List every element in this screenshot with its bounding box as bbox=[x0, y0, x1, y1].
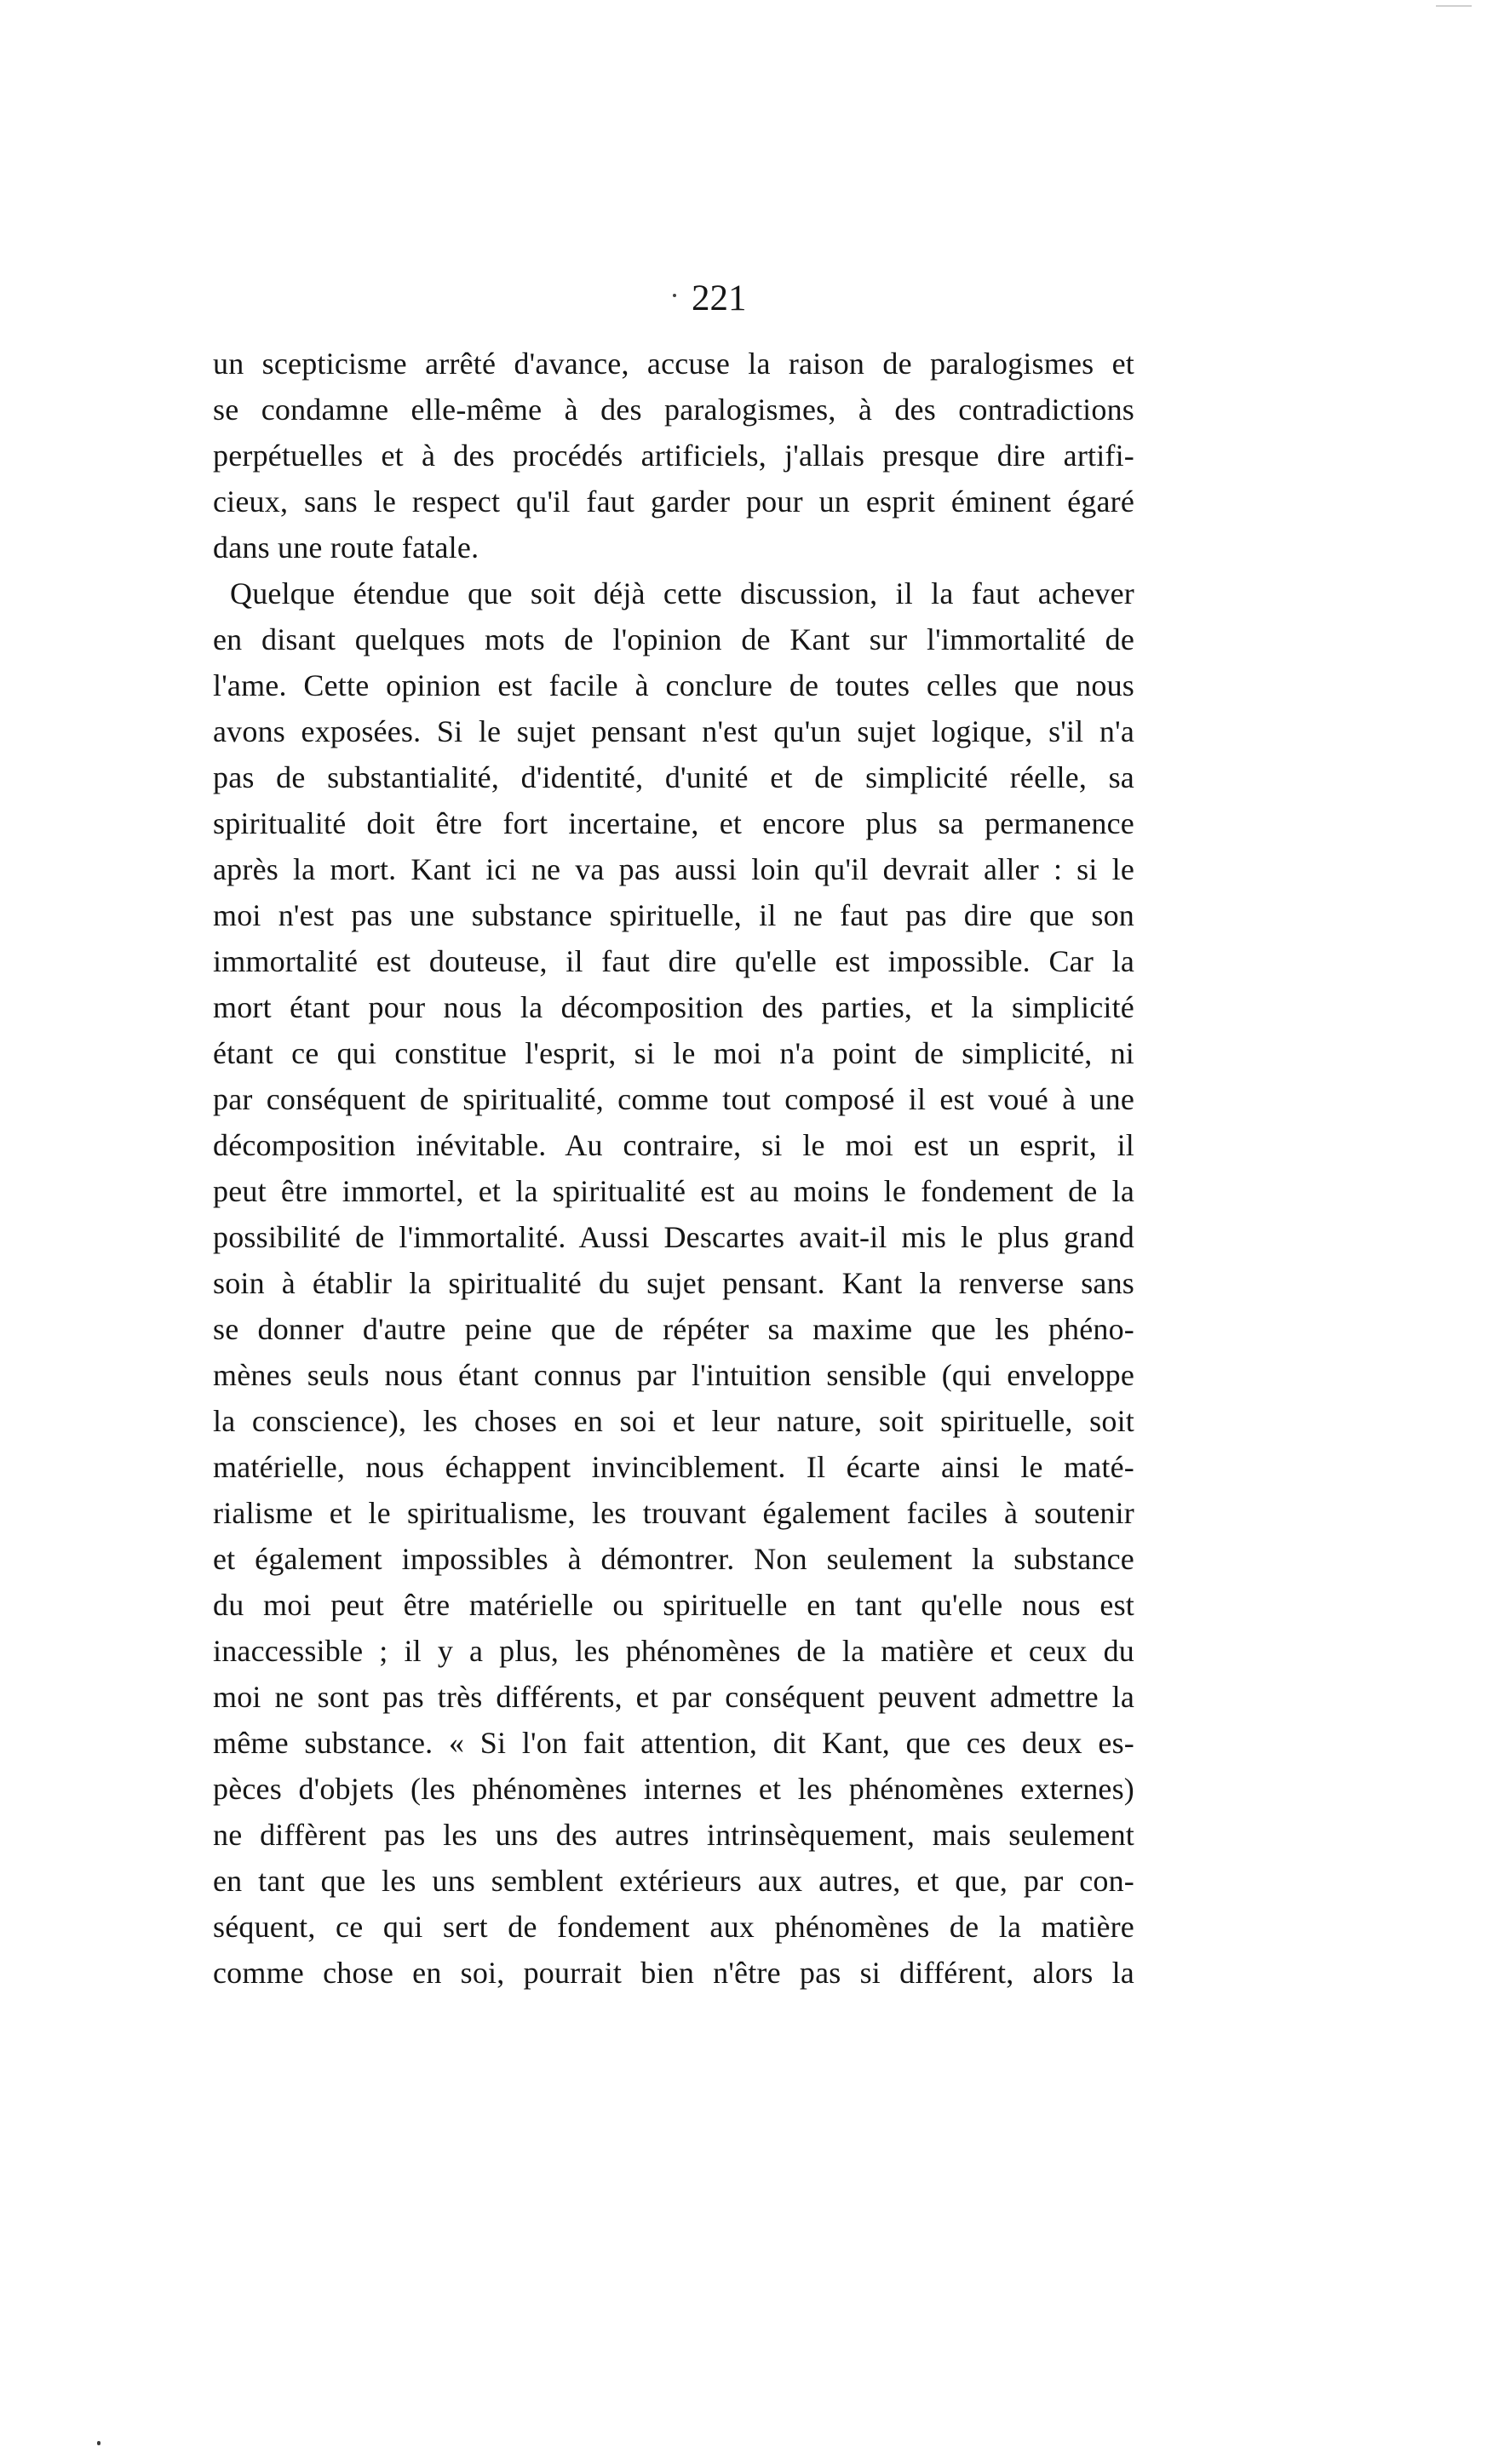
body-text bbox=[213, 341, 1134, 1996]
scan-edge-mark bbox=[1436, 5, 1472, 7]
text-line: séquent, ce qui sert de fondement aux phénomènes de la matière bbox=[213, 1910, 1134, 1944]
text-line: spiritualité doit être fort incertaine, et encore plus sa permanence bbox=[213, 806, 1134, 840]
page-number: 221 bbox=[692, 278, 747, 318]
text-line: du moi peut être matérielle ou spirituelle en tant qu'elle nous est bbox=[213, 1588, 1134, 1622]
paragraph-1 bbox=[213, 341, 1134, 570]
text-line: possibilité de l'immortalité. Aussi Descartes avait-il mis le plus grand bbox=[213, 1220, 1134, 1254]
text-line: soin à établir la spiritualité du sujet pensant. Kant la renverse sans bbox=[213, 1266, 1134, 1300]
text-line: et également impossibles à démontrer. Non seulement la substance bbox=[213, 1542, 1134, 1576]
text-line: inaccessible ; il y a plus, les phénomènes de la matière et ceux du bbox=[213, 1634, 1134, 1668]
text-line: un scepticisme arrêté d'avance, accuse la raison de paralogismes et bbox=[213, 347, 1134, 381]
text-line: pas de substantialité, d'identité, d'unité et de simplicité réelle, sa bbox=[213, 760, 1134, 794]
text-line: par conséquent de spiritualité, comme tout composé il est voué à une bbox=[213, 1082, 1134, 1116]
text-line: la conscience), les choses en soi et leur nature, soit spirituelle, soit bbox=[213, 1404, 1134, 1438]
text-line: pèces d'objets (les phénomènes internes et les phénomènes externes) bbox=[213, 1772, 1134, 1806]
text-line: en tant que les uns semblent extérieurs aux autres, et que, par con- bbox=[213, 1864, 1134, 1898]
text-line: se donner d'autre peine que de répéter sa maxime que les phéno- bbox=[213, 1312, 1134, 1346]
text-line: immortalité est douteuse, il faut dire qu'elle est impossible. Car la bbox=[213, 944, 1134, 978]
text-line: même substance. « Si l'on fait attention, dit Kant, que ces deux es- bbox=[213, 1726, 1134, 1760]
paragraph-2 bbox=[213, 570, 1134, 1996]
scan-dot-mark bbox=[97, 2441, 100, 2445]
text-line: peut être immortel, et la spiritualité est au moins le fondement de la bbox=[213, 1174, 1134, 1208]
text-line: cieux, sans le respect qu'il faut garder pour un esprit éminent égaré bbox=[213, 484, 1134, 519]
text-line: perpétuelles et à des procédés artificiels, j'allais presque dire artifi- bbox=[213, 438, 1134, 473]
text-line: décomposition inévitable. Au contraire, si le moi est un esprit, il bbox=[213, 1128, 1134, 1162]
text-line: Quelque étendue que soit déjà cette discussion, il la faut achever bbox=[230, 576, 1134, 610]
text-line: ne diffèrent pas les uns des autres intrinsèquement, mais seulement bbox=[213, 1818, 1134, 1852]
text-line: matérielle, nous échappent invinciblement. Il écarte ainsi le maté- bbox=[213, 1450, 1134, 1484]
text-line: l'ame. Cette opinion est facile à conclure de toutes celles que nous bbox=[213, 668, 1134, 702]
text-line: dans une route fatale. bbox=[213, 530, 479, 564]
text-line: moi ne sont pas très différents, et par conséquent peuvent admettre la bbox=[213, 1680, 1134, 1714]
text-line: en disant quelques mots de l'opinion de Kant sur l'immortalité de bbox=[213, 622, 1134, 656]
text-line: moi n'est pas une substance spirituelle, il ne faut pas dire que son bbox=[213, 898, 1134, 932]
text-line: après la mort. Kant ici ne va pas aussi loin qu'il devrait aller : si le bbox=[213, 852, 1134, 886]
text-line: mort étant pour nous la décomposition des parties, et la simplicité bbox=[213, 990, 1134, 1024]
text-line: se condamne elle-même à des paralogismes, à des contradictions bbox=[213, 393, 1134, 427]
text-line: étant ce qui constitue l'esprit, si le moi n'a point de simplicité, ni bbox=[213, 1036, 1134, 1070]
text-line: mènes seuls nous étant connus par l'intuition sensible (qui enveloppe bbox=[213, 1358, 1134, 1392]
text-line: rialisme et le spiritualisme, les trouvant également faciles à soutenir bbox=[213, 1496, 1134, 1530]
page-number-tick bbox=[673, 294, 676, 297]
text-line: comme chose en soi, pourrait bien n'être pas si différent, alors la bbox=[213, 1956, 1134, 1990]
text-line: avons exposées. Si le sujet pensant n'est qu'un sujet logique, s'il n'a bbox=[213, 714, 1134, 748]
